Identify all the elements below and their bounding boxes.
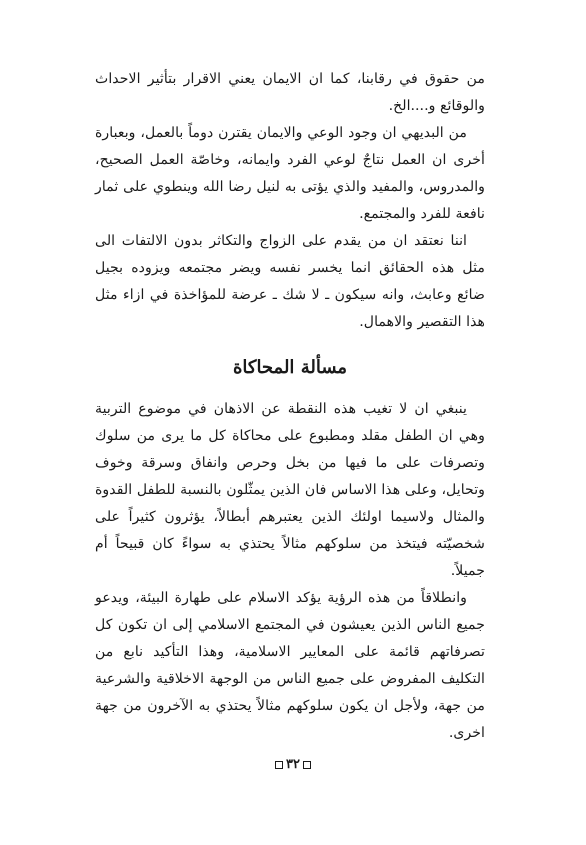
page-number bbox=[0, 757, 586, 772]
paragraph-5: وانطلاقاً من هذه الرؤية يؤكد الاسلام على طهارة البيئة، ويدعو جميع الناس الذين يعيشون في المجتمع الاسلامي إلى ان تكون كل تصرفاتهم قائمة على المعايير الاسلامية، وهذا التأكيد نابع من التكليف المفروض على جميع الناس من الوجهة الاخلاقية والشرعية من جهة، ولأجل ان يكون سلوكهم مثالاً يحتذي به الآخرون من جهة اخرى. bbox=[95, 590, 485, 741]
paragraph-3: اننا نعتقد ان من يقدم على الزواج والتكاثر بدون الالتفات الى مثل هذه الحقائق انما يخسر نفسه ويضر مجتمعه ويزوده بجيل ضائع وعابث، وانه سيكون ـ لا شك ـ عرضة للمؤاخذة في ازاء مثل هذا التقصير والاهمال. bbox=[95, 233, 485, 330]
page-number-right-box-icon bbox=[275, 761, 283, 769]
page-number-left-box-icon bbox=[303, 761, 311, 769]
paragraph-1: من حقوق في رقابنا، كما ان الايمان يعني الاقرار بتأثير الاحداث والوقائع و....الخ. bbox=[95, 71, 485, 114]
paragraph-4: ينبغي ان لا تغيب هذه النقطة عن الاذهان في موضوع التربية وهي ان الطفل مقلد ومطبوع على محاكاة كل ما يرى من سلوك وتصرفات على ما فيها من بخل وحرص وانفاق وسرقة وخوف وتحايل، وعلى هذا الاساس فان الذين يمثّلون بالنسبة للطفل القدوة والمثال ولاسيما اولئك الذين يعتبرهم أبطالاً، يؤثرون كثيراً على شخصيّته فيتخذ من سلوكهم مثالاً يحتذي به سواءً كان قبيحاً أم جميلاً. bbox=[95, 401, 485, 579]
page-number-value: ٣٢ bbox=[286, 757, 300, 772]
section-heading: مسألة المحاكاة bbox=[232, 357, 348, 378]
paragraph-2: من البديهي ان وجود الوعي والايمان يقترن دوماً بالعمل، وبعبارة أخرى ان العمل نتاجٌ لوعي الفرد وايمانه، وخاصّة العمل الصحيح، والمدروس، والمفيد والذي يؤتى به لنيل رضا الله وينطوي على ثمار نافعة للفرد والمجتمع. bbox=[95, 125, 485, 222]
page-body bbox=[95, 66, 485, 747]
